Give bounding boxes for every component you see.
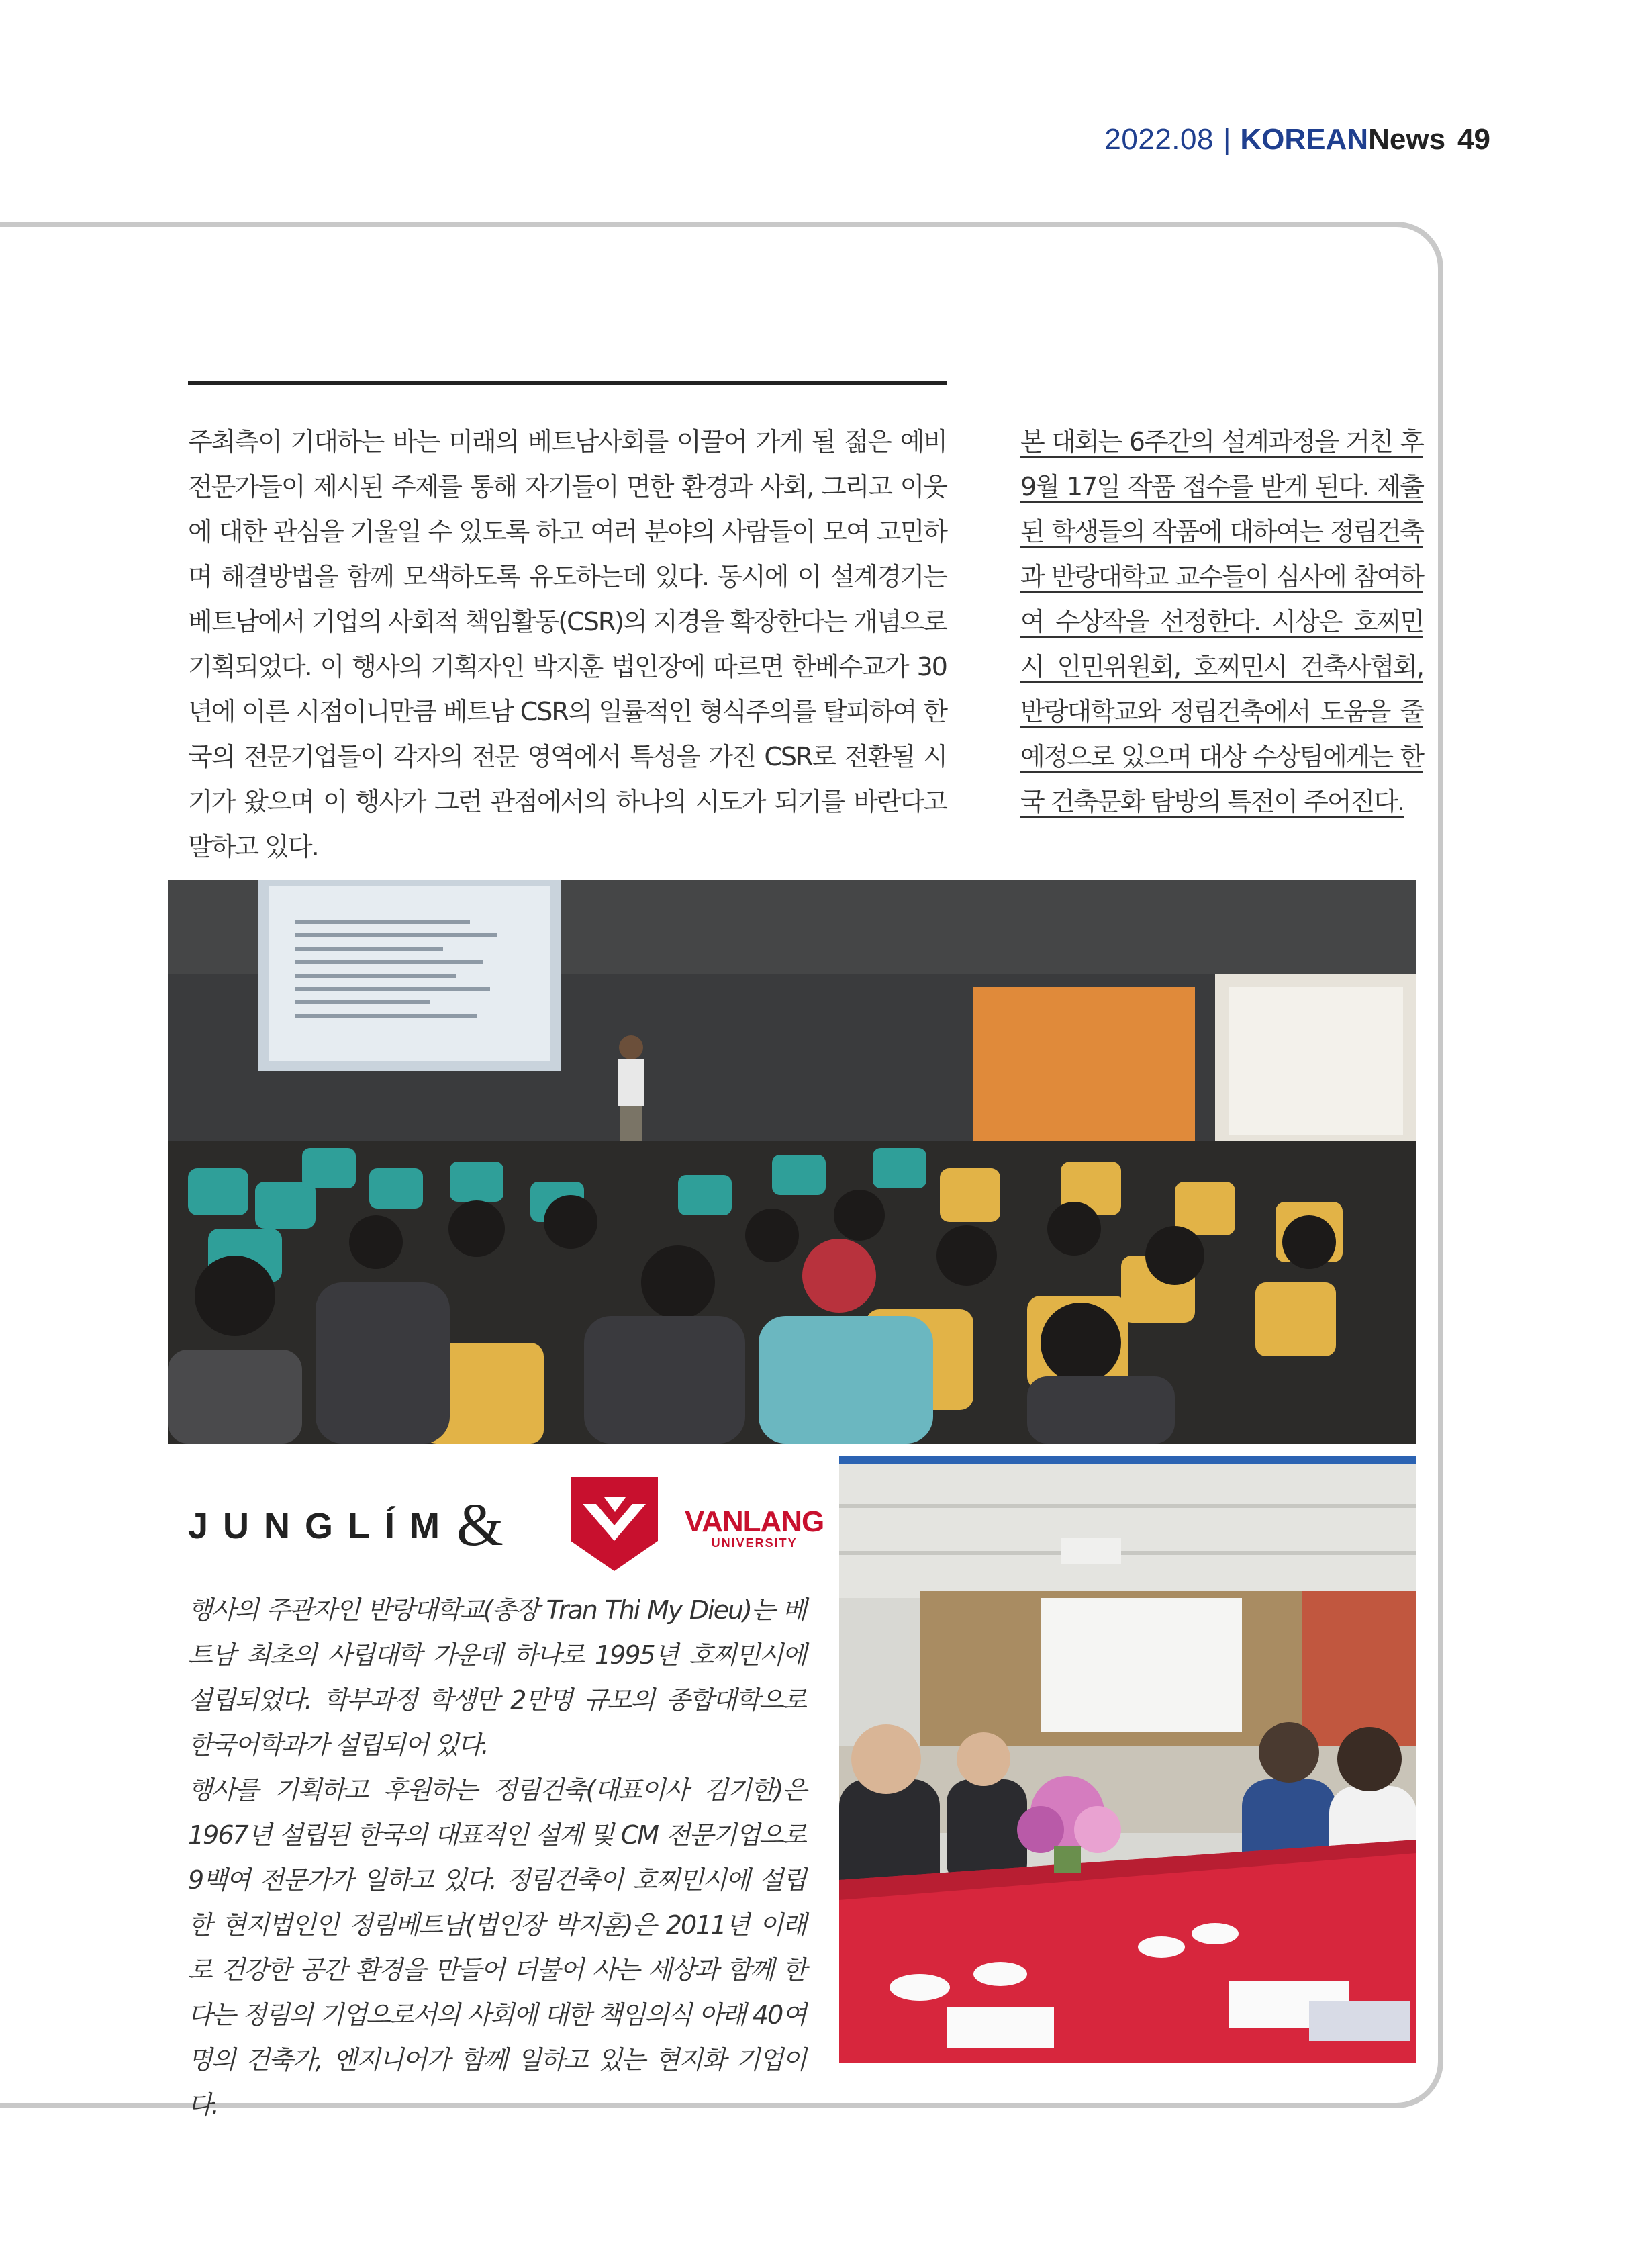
brand-korean: KOREAN [1240,123,1369,156]
page-number: 49 [1457,123,1490,156]
header-separator: | [1222,123,1231,156]
article-right-column [1020,420,1423,824]
junglim-logo: JUNGLÍM [188,1506,454,1546]
meeting-room-illustration [839,1464,1416,2063]
vanlang-logo-text [685,1505,824,1550]
sponsor-logos [188,1477,824,1571]
section-rule [188,381,947,385]
article-paragraph: 행사의 주관자인 반랑대학교(총장 Tran Thi My Dieu)는 베트남 최초의 사립대학 가운데 하나로 1995년 호찌민시에 설립되었다. 학부과정 학생만 2만명 규모의 종합대학으로 한국어학과가 설립되어 있다. [188,1595,806,1760]
article-paragraph: 본 대회는 6주간의 설계과정을 거친 후 9월 17일 작품 접수를 받게 된다. 제출된 학생들의 작품에 대하여는 정림건축과 반랑대학교 교수들이 심사에 참여하여 수상작을 선정한다. 시상은 호찌민시 인민위원회, 호찌민시 건축사협회, 반랑대학교와 정림건축에서 도움을 줄 예정으로 있으며 대상 수상팀에게는 한국 건축문화 탐방의 특전이 주어진다. [1020,427,1423,816]
meeting-room-photo [839,1456,1416,2063]
page-header [1104,120,1490,160]
article-paragraph: 행사를 기획하고 후원하는 정림건축(대표이사 김기한)은 1967년 설립된 한국의 대표적인 설계 및 CM 전문기업으로 9백여 전문가가 일하고 있다. 정림건축이 호찌민시에 설립한 현지법인인 정림베트남(법인장 박지훈)은 2011년 이래로 건강한 공간 환경을 만들어 더불어 사는 세상과 함께 한다는 정림의 기업으로서의 사회에 대한 책임의식 아래 40여 명의 건축가, 엔지니어가 함께 일하고 있는 현지화 기업이다. [188,1775,806,2120]
vanlang-name: VANLANG [685,1505,824,1538]
lecture-hall-photo [168,880,1416,1444]
article-left-column [188,420,947,869]
brand-news: News [1368,123,1446,156]
vanlang-shield-icon [571,1477,658,1571]
issue-date: 2022.08 [1104,123,1214,156]
vanlang-sub: UNIVERSITY [711,1536,798,1550]
lecture-hall-illustration [168,880,1416,1444]
article-bottom-column [188,1588,806,2128]
article-paragraph: 주최측이 기대하는 바는 미래의 베트남사회를 이끌어 가게 될 젊은 예비전문가들이 제시된 주제를 통해 자기들이 면한 환경과 사회, 그리고 이웃에 대한 관심을 기울일 수 있도록 하고 여러 분야의 사람들이 모여 고민하며 해결방법을 함께 모색하도록 유도하는데 있다. 동시에 이 설계경기는 베트남에서 기업의 사회적 책임활동(CSR)의 지경을 확장한다는 개념으로 기획되었다. 이 행사의 기획자인 박지훈 법인장에 따르면 한베수교가 30년에 이른 시점이니만큼 베트남 CSR의 일률적인 형식주의를 탈피하여 한국의 전문기업들이 각자의 전문 영역에서 특성을 가진 CSR로 전환될 시기가 왔으며 이 행사가 그런 관점에서의 하나의 시도가 되기를 바란다고 말하고 있다. [188,427,947,861]
ampersand: & [456,1492,504,1558]
